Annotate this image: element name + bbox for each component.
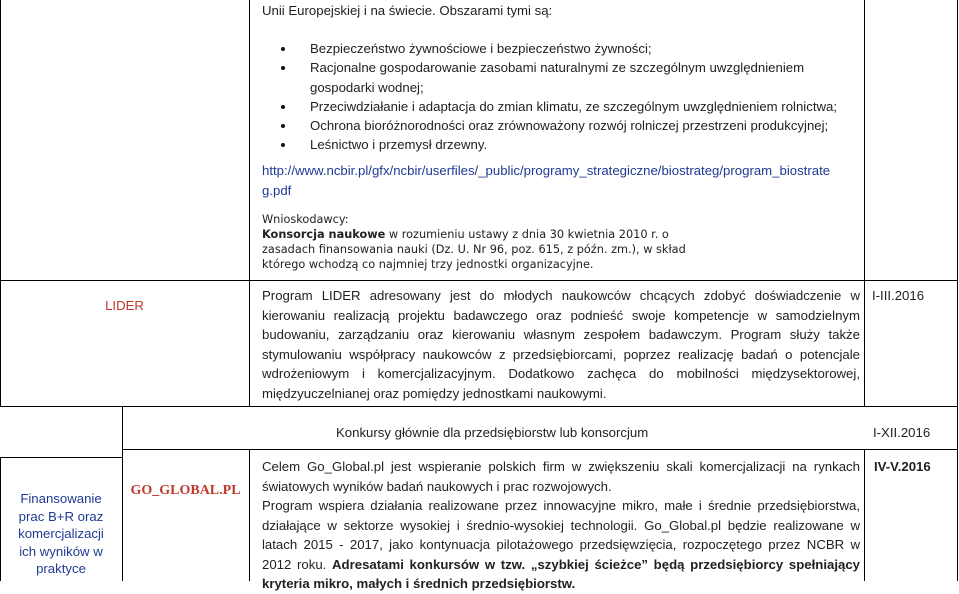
row-divider-1 [0,280,958,281]
applicants-text [262,227,712,272]
row-divider-3b [0,457,122,458]
table-border-right [957,0,958,581]
bullet-icon [281,124,285,128]
lider-period: I-III.2016 [872,288,925,303]
biostrateg-link[interactable] [262,161,862,200]
category-label: Finansowanie prac B+R oraz komercjalizacji ich wyników w praktyce [18,491,104,577]
table-border-left-top [0,0,1,407]
bullet-icon [281,66,285,70]
applicants-rest: w rozumieniu ustawy z dnia 30 kwietnia 2010 r. o zasadach finansowania nauki (Dz. U. Nr 96, poz. 615, z późn. zm.), w skład którego wchodzą co najmniej trzy jednostki organizacyjne. [262,228,686,271]
column-divider-2-top [864,0,865,407]
row-divider-2 [0,406,958,407]
section-period: I-XII.2016 [873,425,931,440]
column-divider-1-top [249,0,250,407]
bullet-icon [281,105,285,109]
column-divider-c-bottom [864,449,865,581]
list-item: Leśnictwo i przemysł drzewny. [281,135,861,154]
program-name-goglobal: GO_GLOBAL.PL [130,483,241,498]
list-item: Bezpieczeństwo żywnościowe i bezpieczeństwo żywności; [281,39,861,58]
link-line-1[interactable]: http://www.ncbir.pl/gfx/ncbir/userfiles/_public/programy_strategiczne/biostrateg/program_biostrate [262,163,831,178]
bullet-icon [281,143,285,147]
goglobal-description [262,457,860,594]
goglobal-para-2: Program wspiera działania realizowane przez innowacyjne mikro, małe i średnie przedsiębiorstwa, działające w sektorze wysokiej i średnio-wysokiej technologii. Go_Global.pl będzie realizowane w latach 2015 - 2017, jako kontynuacja pilotażowego przedsięwzięcia, rozpoczętego przez NCBR w 2012 roku. Adresatami konkursów w tzw. „szybkiej ścieżce” będą przedsiębiorcy spełniający kryteria mikro, małych i średnich przedsiębiorstw. [262,498,861,591]
applicants-bold: Konsorcja naukowe [262,228,386,241]
list-item: Racjonalne gospodarowanie zasobami naturalnymi ze szczególnym uwzględnieniem gospodarki wodnej; [281,58,861,97]
areas-list [281,39,861,155]
section-heading: Konkursy głównie dla przedsiębiorstw lub konsorcjum [336,425,649,440]
link-line-2[interactable]: g.pdf [262,182,292,198]
program-name-lider: LIDER [105,298,144,313]
intro-text: Unii Europejskiej i na świecie. Obszarami tymi są: [262,3,553,18]
column-divider-b-bottom [249,449,250,581]
list-item: Przeciwdziałanie i adaptacja do zmian klimatu, ze szczególnym uwzględnieniem rolnictwa; [281,97,861,116]
row-divider-3 [122,449,958,450]
applicants-label: Wnioskodawcy: [262,213,349,226]
bullet-icon [281,47,285,51]
list-item: Ochrona bioróżnorodności oraz zrównoważony rozwój rolniczej przestrzeni produkcyjnej; [281,116,861,135]
lider-description: Program LIDER adresowany jest do młodych naukowców chcących zdobyć doświadczenie w kierowaniu realizacją projektu badawczego oraz podnieść swoje kompetencje w samodzielnym budowaniu, zarządzaniu oraz kierowaniu własnym zespołem badawczym. Program służy także stymulowaniu współpracy naukowców z przedsiębiorcami, poprzez realizację badań o potencjale wdrożeniowym i komercjalizacyjnym. Dodatkowo zachęca do mobilności międzysektorowej, międzyuczelnianej oraz pomiędzy jednostkami naukowymi. [262,288,860,401]
goglobal-para-1: Celem Go_Global.pl jest wspieranie polskich firm w zwiększeniu skali komercjalizacji na rynkach światowych wyników badań naukowych i prac rozwojowych. [262,459,860,494]
goglobal-para-2-bold: Adresatami konkursów w tzw. „szybkiej ścieżce” będą przedsiębiorcy spełniający kryteria mikro, małych i średnich przedsiębiorstw. [262,556,861,591]
goglobal-period: IV-V.2016 [874,459,931,474]
